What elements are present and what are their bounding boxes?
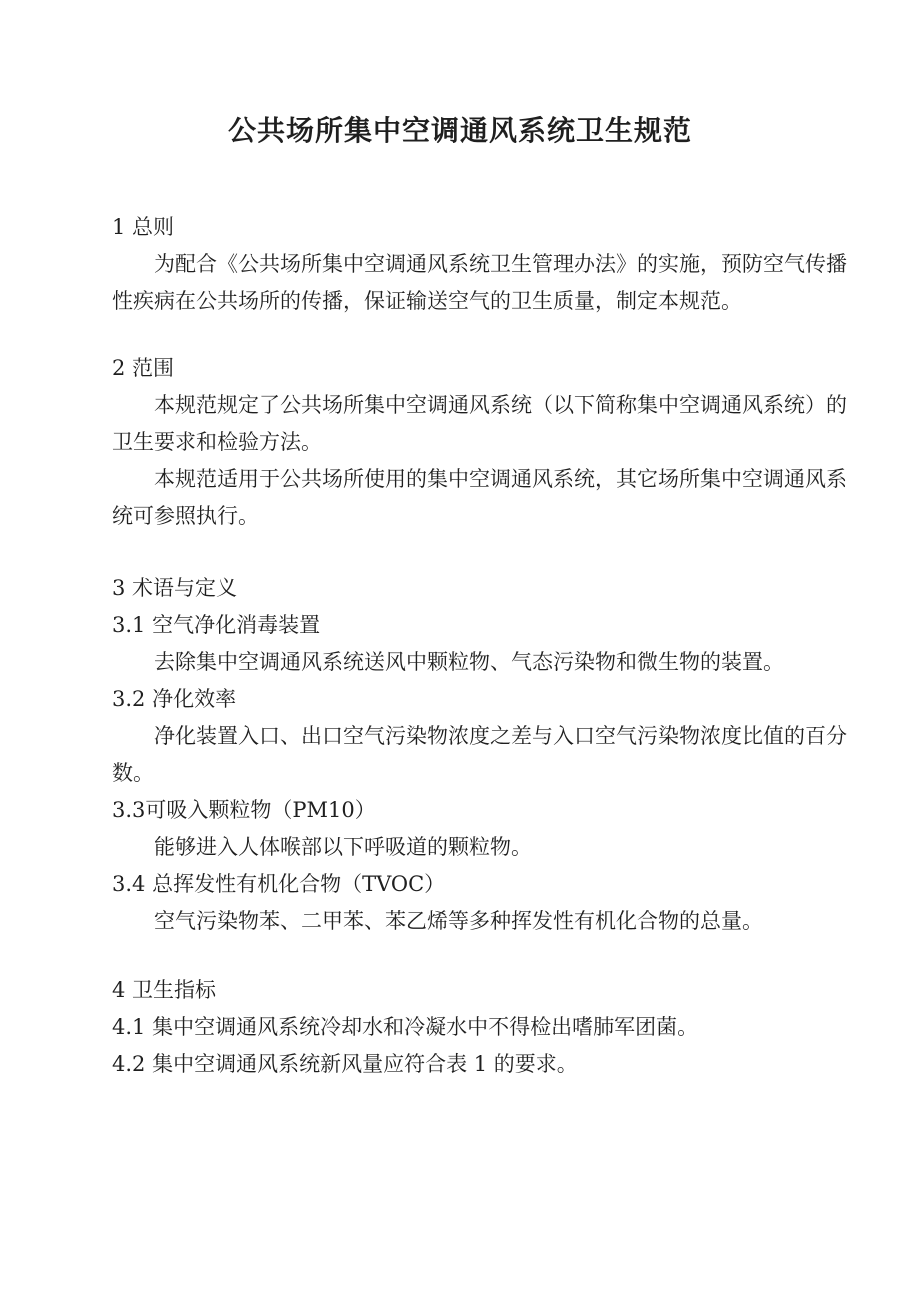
section-heading-3: 3 术语与定义	[112, 576, 238, 600]
section-scope	[112, 350, 847, 535]
term-item-3-1	[112, 607, 847, 681]
term-subheading-3-2: 3.2 净化效率	[112, 687, 237, 711]
section-hygiene-indicators	[112, 972, 847, 1083]
clause-4-2: 4.2 集中空调通风系统新风量应符合表 1 的要求。	[112, 1052, 578, 1076]
section-1-paragraph: 为配合《公共场所集中空调通风系统卫生管理办法》的实施，预防空气传播性疾病在公共场所的传播，保证输送空气的卫生质量，制定本规范。	[112, 252, 847, 313]
section-general-principles	[112, 209, 847, 320]
term-definition-3-2: 净化装置入口、出口空气污染物浓度之差与入口空气污染物浓度比值的百分数。	[112, 724, 847, 785]
term-item-3-2	[112, 681, 847, 792]
term-subheading-3-3: 3.3可吸入颗粒物（PM10）	[112, 798, 376, 822]
section-heading-1: 1 总则	[112, 215, 175, 239]
section-2-paragraph-1: 本规范规定了公共场所集中空调通风系统（以下简称集中空调通风系统）的卫生要求和检验方法。	[112, 393, 847, 454]
term-item-3-4	[112, 866, 847, 940]
clause-4-1: 4.1 集中空调通风系统冷却水和冷凝水中不得检出嗜肺军团菌。	[112, 1015, 699, 1039]
section-heading-4: 4 卫生指标	[112, 978, 217, 1002]
term-subheading-3-1: 3.1 空气净化消毒装置	[112, 613, 321, 637]
section-2-paragraph-2: 本规范适用于公共场所使用的集中空调通风系统，其它场所集中空调通风系统可参照执行。	[112, 467, 847, 528]
term-definition-3-1: 去除集中空调通风系统送风中颗粒物、气态污染物和微生物的装置。	[154, 650, 784, 674]
section-heading-2: 2 范围	[112, 356, 175, 380]
section-terms-definitions	[112, 570, 847, 940]
term-definition-3-3: 能够进入人体喉部以下呼吸道的颗粒物。	[154, 835, 532, 859]
document-title: 公共场所集中空调通风系统卫生规范	[227, 114, 692, 147]
term-definition-3-4: 空气污染物苯、二甲苯、苯乙烯等多种挥发性有机化合物的总量。	[154, 909, 763, 933]
term-subheading-3-4: 3.4 总挥发性有机化合物（TVOC）	[112, 872, 446, 896]
term-item-3-3	[112, 792, 847, 866]
